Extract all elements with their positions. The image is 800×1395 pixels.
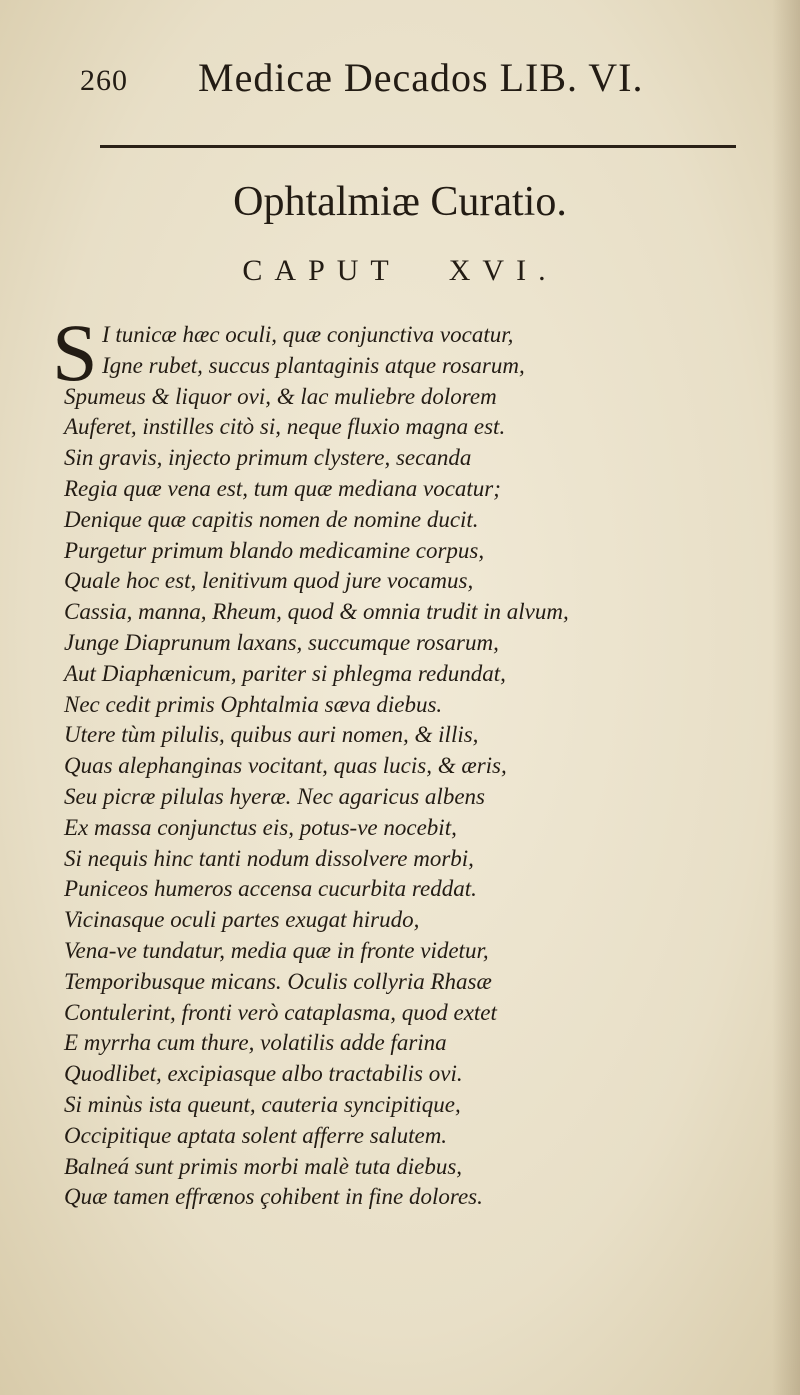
page-header [80,52,720,104]
verse-line: Quodlibet, excipiasque albo tractabilis ovi. [64,1061,463,1087]
verse-line: Aut Diaphænicum, pariter si phlegma redundat, [64,660,506,686]
verse-line: I tunicæ hæc oculi, quæ conjunctiva vocatur, [102,322,514,347]
verse-line: Vicinasque oculi partes exugat hirudo, [64,907,420,933]
chapter-title: Ophtalmiæ Curatio. [233,179,567,225]
verse-line: Utere tùm pilulis, quibus auri nomen, & illis, [64,722,479,748]
verse-line: Igne rubet, succus plantaginis atque rosarum, [102,352,525,378]
running-head: Medicæ Decados LIB. VI. [198,55,644,100]
verse-line: Regia quæ vena est, tum quæ mediana vocatur; [64,475,501,501]
verse-line: Balneá sunt primis morbi malè tuta diebus, [64,1153,463,1179]
verse-line: Auferet, instilles citò si, neque fluxio magna est. [64,414,506,440]
verse-line: Vena-ve tundatur, media quæ in fronte videtur, [64,937,489,963]
page-number: 260 [80,64,128,97]
verse-line: Quas alephanginas vocitant, quas lucis, & æris, [64,753,507,779]
verse-line: Si nequis hinc tanti nodum dissolvere morbi, [64,845,474,871]
verse-line: Contulerint, fronti verò cataplasma, quod extet [64,999,497,1025]
verse-body [64,320,704,1213]
verse-line: Puniceos humeros accensa cucurbita reddat. [64,876,477,902]
caput-label: CAPUT [242,254,401,287]
verse-line: Quæ tamen effrænos çohibent in fine dolores. [64,1184,483,1210]
header-rule [100,145,736,148]
verse-line: E myrrha cum thure, volatilis adde farina [64,1030,447,1056]
verse-line: Purgetur primum blando medicamine corpus, [64,537,485,563]
chapter-number [0,254,800,288]
verse-line: Quale hoc est, lenitivum quod jure vocamus, [64,568,474,594]
verse-line: Si minùs ista queunt, cauteria syncipitique, [64,1091,461,1117]
verse-line: Seu picræ pilulas hyeræ. Nec agaricus albens [64,783,485,809]
verse-line: Ex massa conjunctus eis, potus-ve nocebit, [64,814,457,840]
verse-line: Occipitique aptata solent afferre salutem. [64,1122,448,1148]
drop-cap: S [52,307,98,398]
verse-line: Sin gravis, injecto primum clystere, secanda [64,445,472,471]
verse-line: Denique quæ capitis nomen de nomine ducit. [64,506,479,532]
verse-line: Cassia, manna, Rheum, quod & omnia trudit in alvum, [64,599,569,625]
verse-line: Temporibusque micans. Oculis collyria Rhasæ [64,968,492,994]
verse-line: Junge Diaprunum laxans, succumque rosarum, [64,629,499,655]
verse-line: Spumeus & liquor ovi, & lac muliebre dolorem [64,383,497,409]
caput-number: XVI. [448,254,558,287]
verse-line: Nec cedit primis Ophtalmia sæva diebus. [64,691,443,717]
